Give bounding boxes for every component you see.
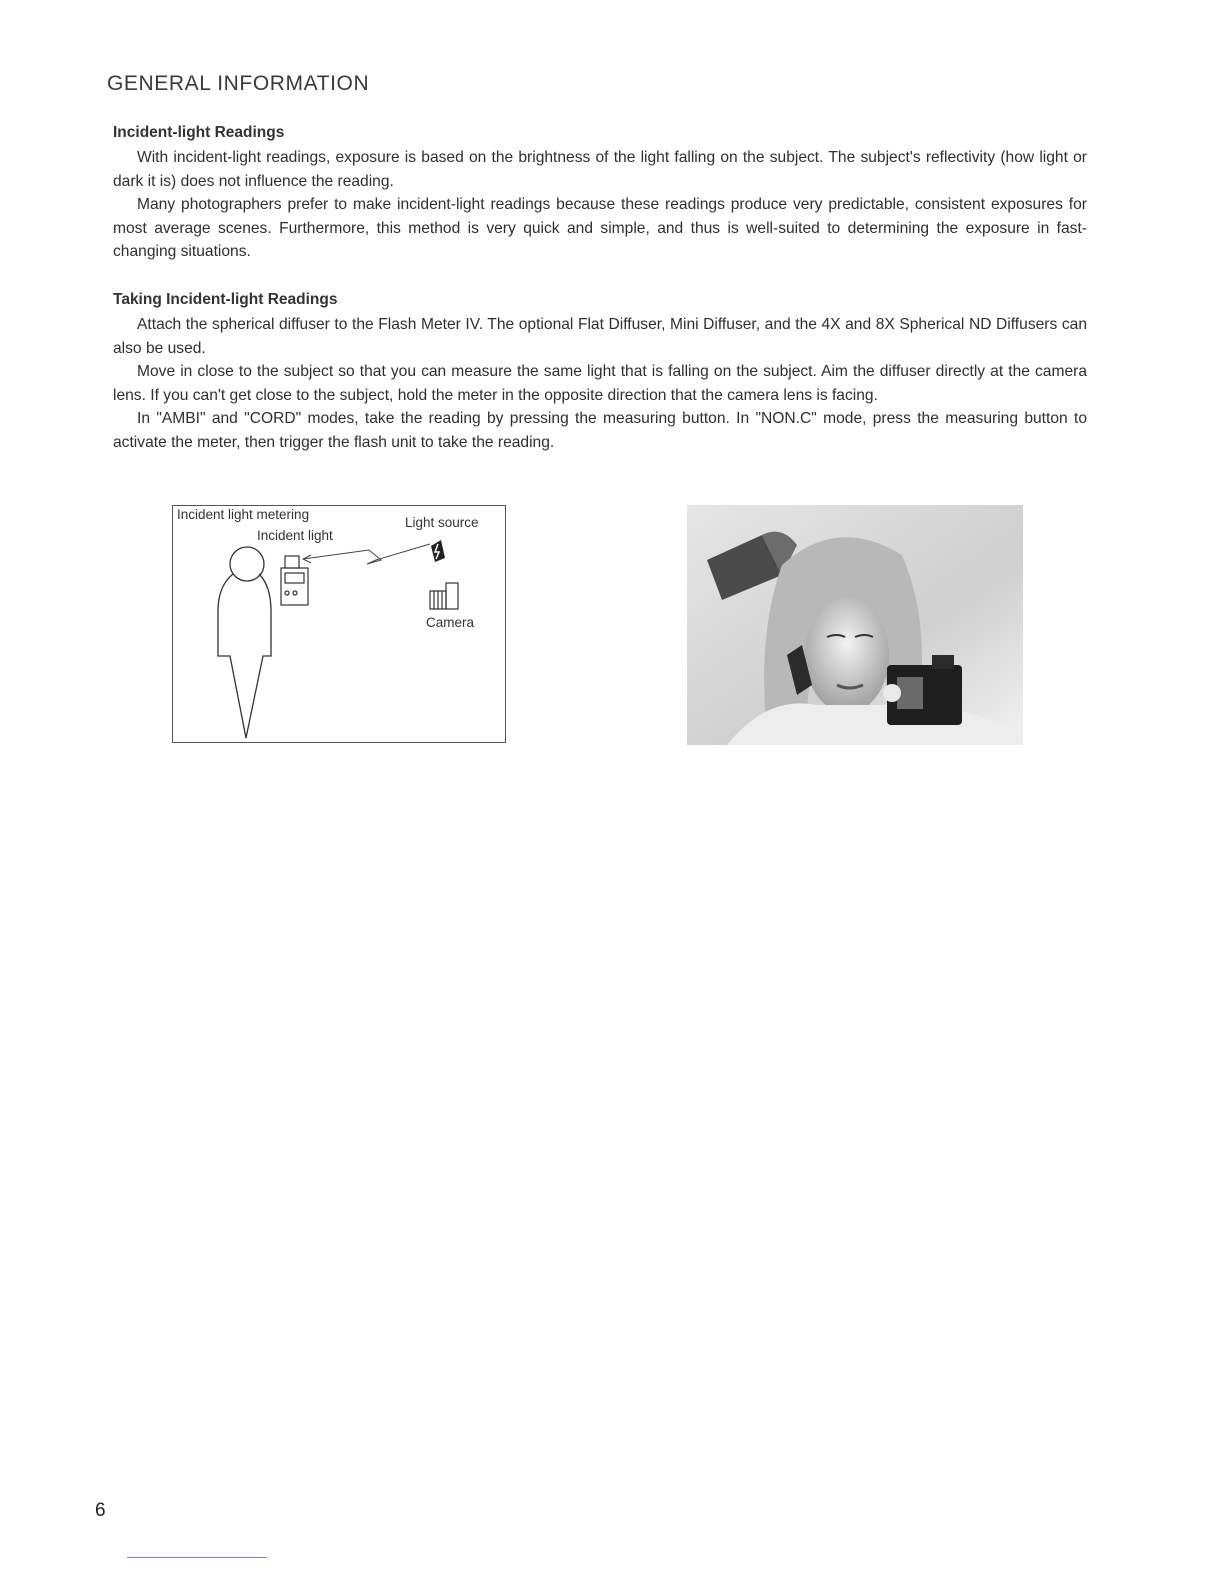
flash-meter-icon <box>281 556 308 605</box>
photo-model-with-flash-meter <box>687 505 1023 745</box>
paragraph: Many photographers prefer to make incident-light readings because these readings produce very predictable, consistent exposures for most average scenes. Furthermore, this method is very quick and simple, and thus is well-suited to determining the exposure in fast-changing situations. <box>113 196 1087 260</box>
paragraph: With incident-light readings, exposure is based on the brightness of the light falling on the subject. The subject's reflectivity (how light or dark it is) does not influence the reading. <box>113 149 1087 190</box>
incident-metering-diagram <box>172 505 506 743</box>
page-title: GENERAL INFORMATION <box>107 72 370 95</box>
paragraph: Move in close to the subject so that you can measure the same light that is falling on the subject. Aim the diffuser directly at the camera lens. If you can't get close to the subject, hold the meter in the opposite direction that the camera lens is facing. <box>113 363 1087 404</box>
camera-icon <box>430 583 458 609</box>
diagram-title: Incident light metering <box>177 507 310 522</box>
section-heading: Incident-light Readings <box>113 124 285 141</box>
section-incident-light-readings <box>113 124 1087 264</box>
page-number: 6 <box>95 1500 106 1521</box>
paragraph: In "AMBI" and "CORD" modes, take the reading by pressing the measuring button. In "NON.C" mode, press the measuring button to activate the meter, then trigger the flash unit to take the reading. <box>113 410 1087 451</box>
person-figure-icon <box>218 547 271 738</box>
camera-label: Camera <box>426 615 475 630</box>
incident-light-label: Incident light <box>257 528 333 543</box>
section-taking-incident-light-readings <box>113 291 1087 454</box>
section-heading: Taking Incident-light Readings <box>113 291 338 308</box>
light-source-icon <box>431 540 445 562</box>
footer-rule <box>127 1557 267 1558</box>
paragraph: Attach the spherical diffuser to the Flash Meter IV. The optional Flat Diffuser, Mini Diffuser, and the 4X and 8X Spherical ND Diffusers can also be used. <box>113 316 1087 357</box>
photo-image <box>687 505 1023 745</box>
light-source-label: Light source <box>405 515 479 530</box>
incident-light-path <box>303 544 430 564</box>
